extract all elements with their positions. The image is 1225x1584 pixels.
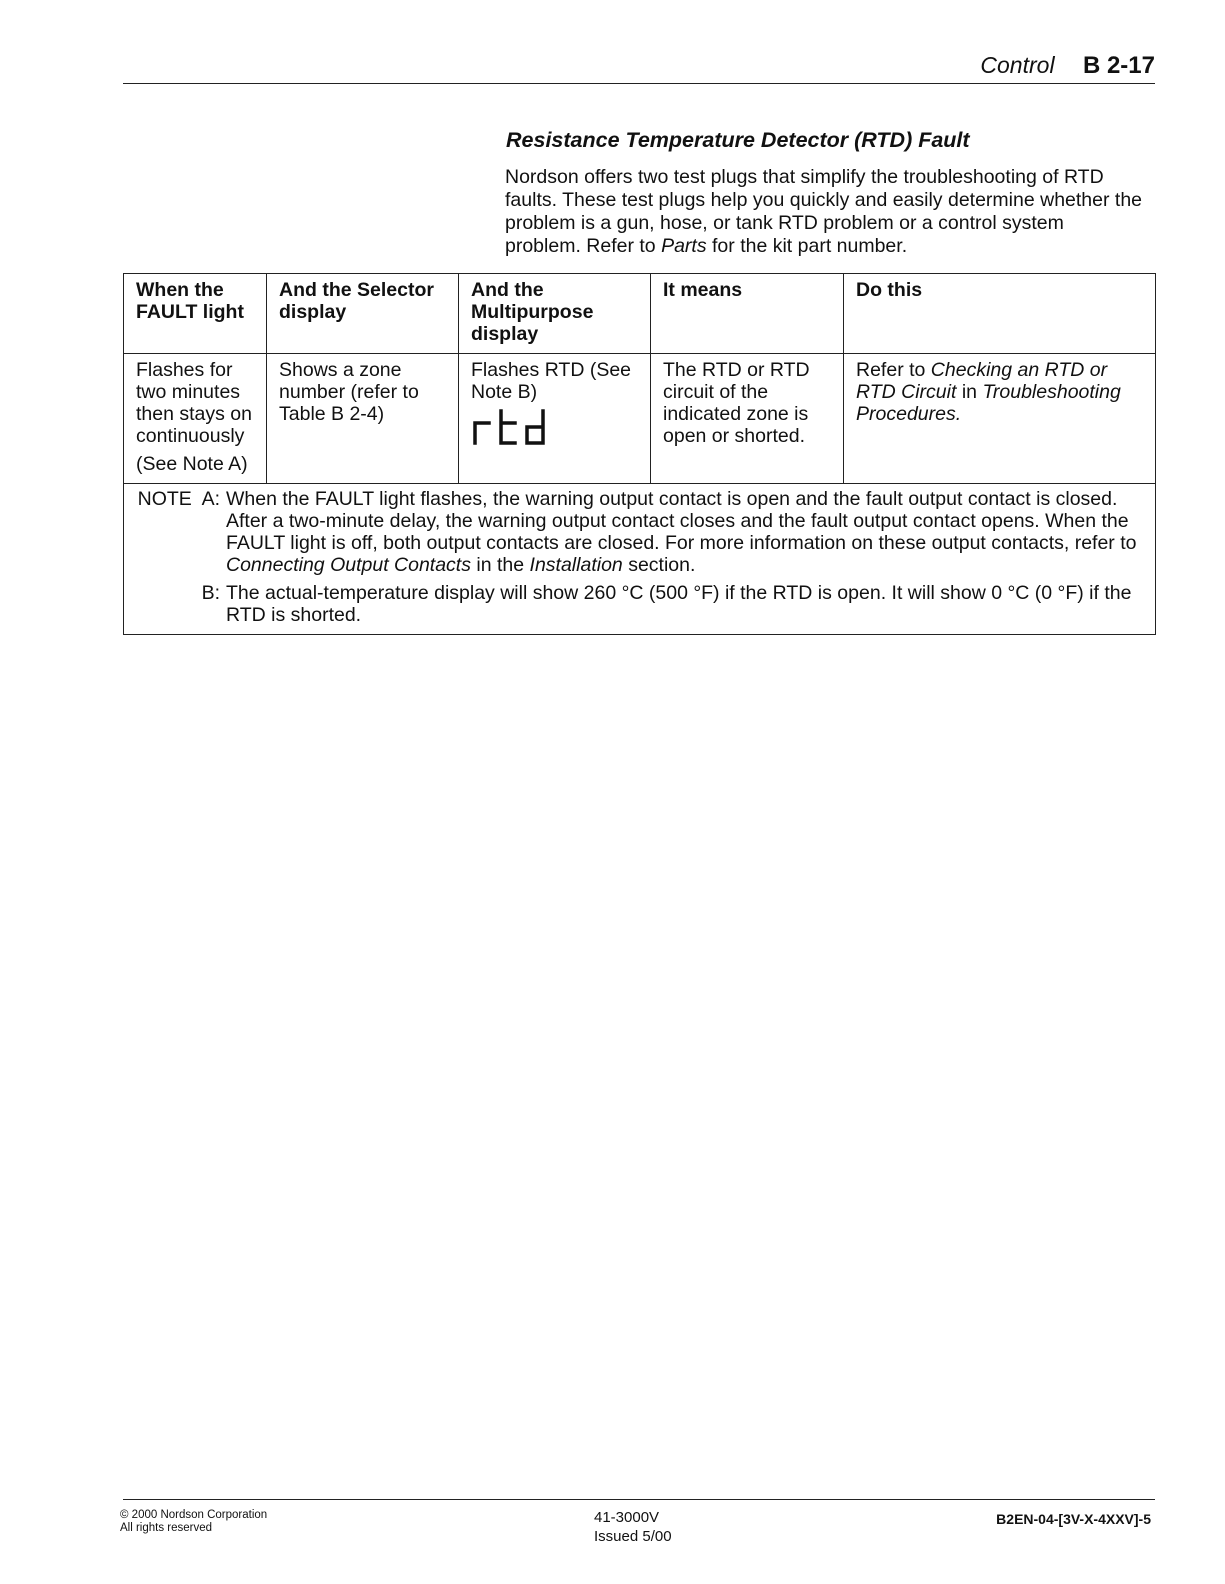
do-this-prefix: Refer to — [856, 359, 926, 381]
footer-doc-info — [594, 1508, 672, 1546]
intro-paragraph — [505, 166, 1145, 258]
header-section: Control — [980, 52, 1055, 78]
cell-it-means: The RTD or RTD circuit of the indicated zone is open or shorted. — [651, 354, 844, 484]
page-header — [980, 52, 1155, 80]
cell-fault-light — [124, 354, 267, 484]
note-a-end: section. — [628, 554, 696, 576]
multipurpose-text: Flashes RTD (See Note B) — [471, 359, 632, 403]
note-word: NOTE — [137, 488, 192, 510]
cell-do-this — [844, 354, 1156, 484]
note-b-label: B: — [201, 582, 220, 604]
note-b-text: The actual-temperature display will show 260 °C (500 °F) if the RTD is open. It will show 0 °C (0 °F) if the RTD is shorted. — [226, 582, 1132, 626]
header-multipurpose-display: And the Multipurpose display — [459, 274, 651, 354]
do-this-in: in — [961, 381, 978, 403]
table-row — [124, 354, 1156, 484]
note-a-text — [226, 488, 1139, 576]
intro-text-after: for the kit part number. — [712, 235, 908, 257]
header-rule — [123, 83, 1155, 84]
fault-light-text: Flashes for two minutes then stays on continuously — [136, 359, 252, 447]
fault-light-note-ref: (See Note A) — [136, 453, 248, 475]
note-a-label — [130, 488, 226, 576]
do-this-ref-checking: Checking an RTD or RTD Circuit — [856, 359, 1108, 403]
intro-parts-ref: Parts — [661, 235, 707, 257]
note-a-ref-output-contacts: Connecting Output Contacts — [226, 554, 471, 576]
footer-rule — [123, 1499, 1155, 1500]
notes-cell — [124, 484, 1156, 635]
footer-doc-number: 41-3000V — [594, 1509, 660, 1526]
footer-copyright: © 2000 Nordson Corporation — [120, 1509, 268, 1521]
header-fault-light: When the FAULT light — [124, 274, 267, 354]
do-this-ref-troubleshooting: Troubleshooting Procedures. — [856, 381, 1121, 425]
footer-doc-code: B2EN-04-[3V-X-4XXV]-5 — [996, 1511, 1151, 1527]
note-a-letter: A: — [201, 488, 220, 510]
header-page-number: B 2-17 — [1082, 52, 1155, 79]
note-a-mid: in the — [476, 554, 525, 576]
header-selector-display: And the Selector display — [267, 274, 459, 354]
note-b — [130, 582, 1139, 626]
rtd-display-graphic — [471, 409, 640, 445]
cell-multipurpose — [459, 354, 651, 484]
table-header-row — [124, 274, 1156, 354]
footer-copyright-block — [120, 1509, 267, 1535]
footer-rights: All rights reserved — [120, 1522, 213, 1534]
cell-selector: Shows a zone number (refer to Table B 2-4) — [267, 354, 459, 484]
section-title: Resistance Temperature Detector (RTD) Fault — [506, 128, 970, 152]
rtd-fault-table — [123, 273, 1156, 635]
seven-segment-rtd-icon — [471, 409, 551, 445]
header-do-this: Do this — [844, 274, 1156, 354]
note-a-body: When the FAULT light flashes, the warning output contact is open and the fault output contact is closed. After a two-minute delay, the warning output contact closes and the fault output contact opens. When the FAULT light is off, both output contacts are closed. For more information on these output contacts, refer to — [226, 488, 1137, 554]
note-a-ref-installation: Installation — [529, 554, 623, 576]
note-a — [130, 488, 1139, 576]
table-notes-row — [124, 484, 1156, 635]
intro-text: Nordson offers two test plugs that simplify the troubleshooting of RTD faults. These test plugs help you quickly and easily determine whether the problem is a gun, hose, or tank RTD problem or a control system problem. Refer to — [505, 166, 1143, 257]
footer-issued: Issued 5/00 — [594, 1528, 672, 1545]
header-it-means: It means — [651, 274, 844, 354]
